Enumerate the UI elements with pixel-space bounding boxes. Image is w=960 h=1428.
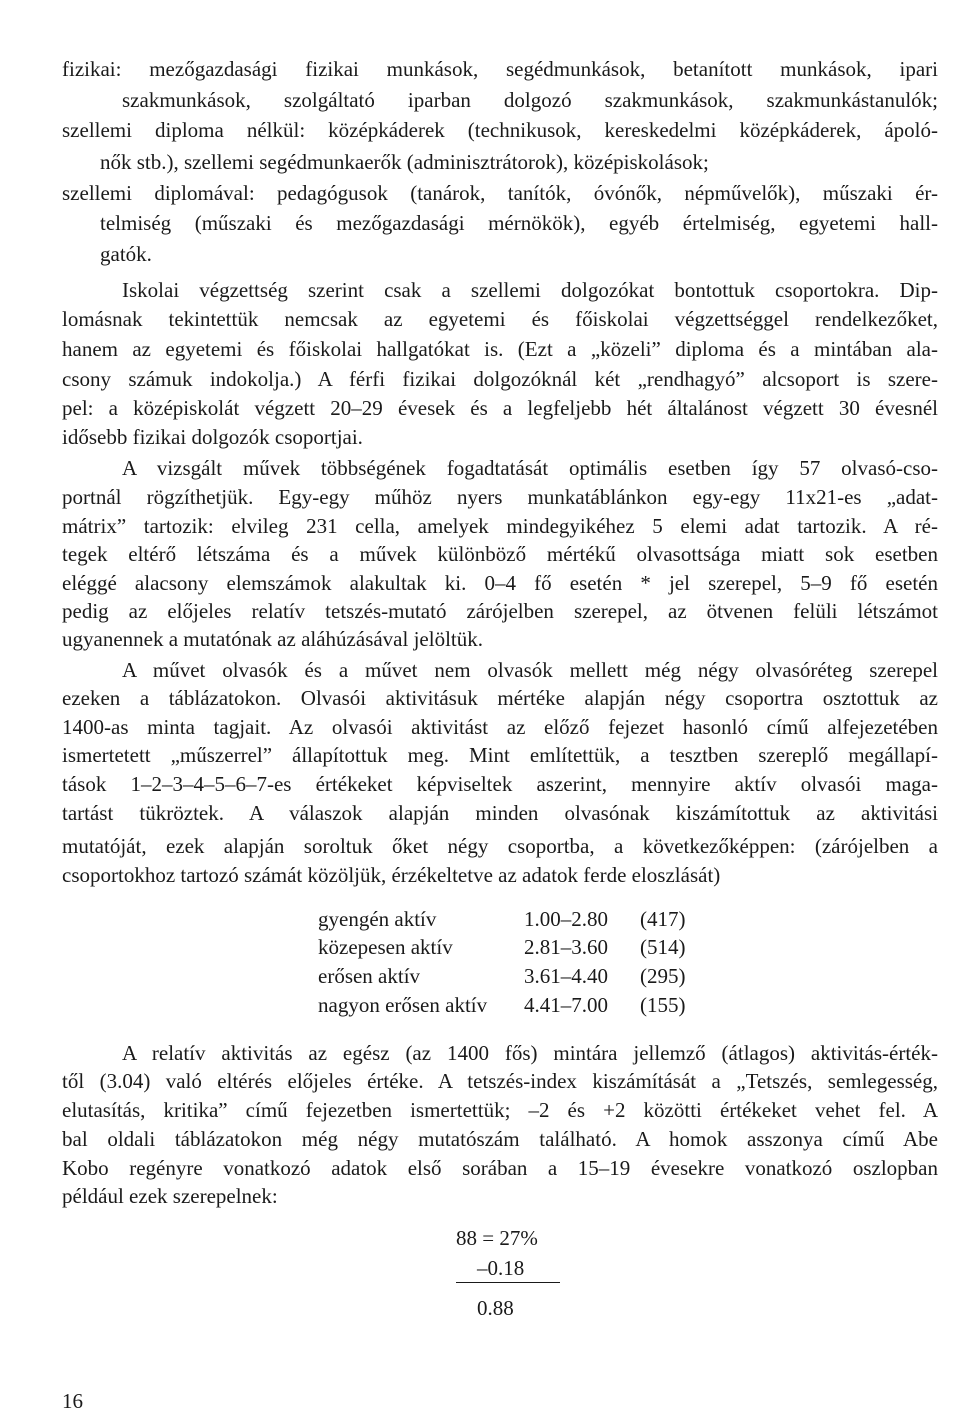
text-line: lomásnak tekintettük nemcsak az egyetemi és főiskolai végzettséggel rendelkezőket, (62, 307, 938, 331)
example-line-2: –0.18 (477, 1256, 525, 1280)
page-number: 16 (62, 1389, 83, 1413)
activity-count: (514) (640, 935, 686, 959)
activity-count: (295) (640, 964, 686, 988)
activity-range: 4.41–7.00 (524, 993, 608, 1017)
text-line: tegek eltérő létszáma és a művek különböző mértékű olvasottsága miatt sok esetben (62, 542, 938, 566)
text-line: ezeken a táblázatokon. Olvasói aktivitásuk mértéke alapján négy csoportra osztottuk az (62, 686, 938, 710)
text-line: pel: a középiskolát végzett 20–29 évesek és a legfeljebb hét általánost végzett 30 évesnél (62, 396, 938, 420)
activity-label: nagyon erősen aktív (318, 993, 488, 1017)
text-line: szakmunkások, szolgáltató iparban dolgozó szakmunkások, szakmunkástanulók; (122, 88, 938, 112)
sum-rule (456, 1282, 560, 1283)
text-line: nők stb.), szellemi segédmunkaerők (adminisztrátorok), középiskolások; (100, 150, 709, 174)
text-line: től (3.04) való eltérés előjeles értéke. A tetszés-index kiszámítását a „Tetszés, semlegesség, (62, 1069, 938, 1093)
activity-count: (417) (640, 907, 686, 931)
text-line: A relatív aktivitás az egész (az 1400 fős) mintára jellemző (átlagos) aktivitás-érték- (122, 1041, 938, 1065)
text-line: mátrix” tartozik: elvileg 231 cella, amelyek mindegyikéhez 5 elemi adat tartozik. A ré- (62, 514, 938, 538)
text-line: portnál rögzíthetjük. Egy-egy műhöz nyers munkatáblánkon egy-egy 11x21-es „adat- (62, 485, 938, 509)
text-line: mutatóját, ezek alapján soroltuk őket négy csoportba, a következőképpen: (zárójelben a (62, 834, 938, 858)
text-line: 1400-as minta tagjait. Az olvasói aktivitást az előző fejezet hasonló című alfejezetében (62, 715, 938, 739)
text-line: ugyanennek a mutatónak az aláhúzásával jelöltük. (62, 627, 483, 651)
activity-label: gyengén aktív (318, 907, 437, 931)
text-line: A vizsgált művek többségének fogadtatását optimális esetben így 57 olvasó-cso- (122, 456, 938, 480)
text-line: tások 1–2–3–4–5–6–7-es értékeket képviseltek aszerint, mennyire aktív olvasói maga- (62, 772, 938, 796)
example-line-1: 88 = 27% (456, 1226, 538, 1250)
text-line: tartást tükröztek. A válaszok alapján minden olvasónak kiszámítottuk az aktivitási (62, 801, 938, 825)
text-line: szellemi diploma nélkül: középkáderek (technikusok, kereskedelmi középkáderek, ápoló- (62, 118, 938, 142)
text-line: Kobo regényre vonatkozó adatok első sorában a 15–19 évesekre vonatkozó oszlopban (62, 1156, 938, 1180)
activity-range: 3.61–4.40 (524, 964, 608, 988)
text-line: szellemi diplomával: pedagógusok (tanárok, tanítók, óvónők, népművelők), műszaki ér- (62, 181, 938, 205)
text-line: idősebb fizikai dolgozók csoportjai. (62, 425, 363, 449)
activity-range: 2.81–3.60 (524, 935, 608, 959)
text-line: fizikai: mezőgazdasági fizikai munkások, segédmunkások, betanított munkások, ipari (62, 57, 938, 81)
text-line: A művet olvasók és a művet nem olvasók mellett még négy olvasóréteg szerepel (122, 658, 938, 682)
text-line: gatók. (100, 242, 152, 266)
text-line: bal oldali táblázatokon még négy mutatószám található. A homok asszonya című Abe (62, 1127, 938, 1151)
text-line: elutasítás, kritika” című fejezetben ismertettük; –2 és +2 közötti értékeket vehet fel. A (62, 1098, 938, 1122)
text-line: pedig az előjeles relatív tetszés-mutató zárójelben szerepel, az ötvenen felüli létszámot (62, 599, 938, 623)
text-line: csoportokhoz tartozó számát közöljük, érzékeltetve az adatok ferde eloszlását) (62, 863, 721, 887)
activity-range: 1.00–2.80 (524, 907, 608, 931)
text-line: ismertetett „műszerrel” állapítottuk meg. Mint említettük, a tesztben szereplő megállapí- (62, 743, 938, 767)
text-line: csony számuk indokolja.) A férfi fizikai dolgozóknál két „rendhagyó” alcsoport is szere- (62, 367, 938, 391)
text-line: telmiség (műszaki és mezőgazdasági mérnökök), egyéb értelmiség, egyetemi hall- (100, 211, 938, 235)
activity-label: erősen aktív (318, 964, 421, 988)
activity-label: közepesen aktív (318, 935, 453, 959)
example-line-3: 0.88 (477, 1296, 514, 1320)
text-line: hanem az egyetemi és főiskolai hallgatókat is. (Ezt a „közeli” diploma és a mintában ala- (62, 337, 938, 361)
activity-count: (155) (640, 993, 686, 1017)
text-line: például ezek szerepelnek: (62, 1184, 278, 1208)
text-line: eléggé alacsony elemszámok alakultak ki. 0–4 fő esetén * jel szerepel, 5–9 fő esetén (62, 571, 938, 595)
text-line: Iskolai végzettség szerint csak a szellemi dolgozókat bontottuk csoportokra. Dip- (122, 278, 938, 302)
